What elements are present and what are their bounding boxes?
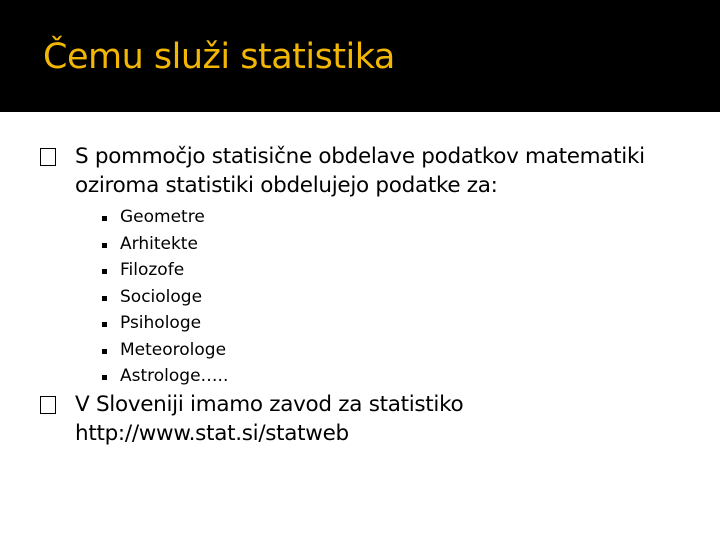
list-item: Sociologe: [102, 284, 680, 311]
square-bullet-icon: [102, 269, 107, 274]
paragraph-2-link[interactable]: http://www.stat.si/statweb: [75, 420, 349, 446]
slide-content: [40, 142, 680, 448]
square-bullet-icon: [102, 375, 107, 380]
paragraph-2-line-1: V Sloveniji imamo zavod za statistiko: [75, 391, 464, 417]
list-item: Geometre: [102, 204, 680, 231]
slide-title: Čemu služi statistika: [43, 37, 395, 77]
square-bullet-icon: [102, 243, 107, 248]
bullet-box-icon: [40, 148, 56, 166]
bullet-box-icon: [40, 396, 56, 414]
square-bullet-icon: [102, 322, 107, 327]
list-item: Psihologe: [102, 310, 680, 337]
list-item: Meteorologe: [102, 337, 680, 364]
paragraph-2: [40, 390, 680, 448]
square-bullet-icon: [102, 349, 107, 354]
paragraph-1: [40, 142, 680, 200]
list-item: Filozofe: [102, 257, 680, 284]
square-bullet-icon: [102, 296, 107, 301]
square-bullet-icon: [102, 216, 107, 221]
sub-bullet-list: [40, 204, 680, 390]
paragraph-1-text: S pommočjo statisične obdelave podatkov matematiki oziroma statistiki obdelujejo podatke za:: [75, 144, 645, 198]
list-item: Astrologe…..: [102, 363, 680, 390]
list-item: Arhitekte: [102, 231, 680, 258]
